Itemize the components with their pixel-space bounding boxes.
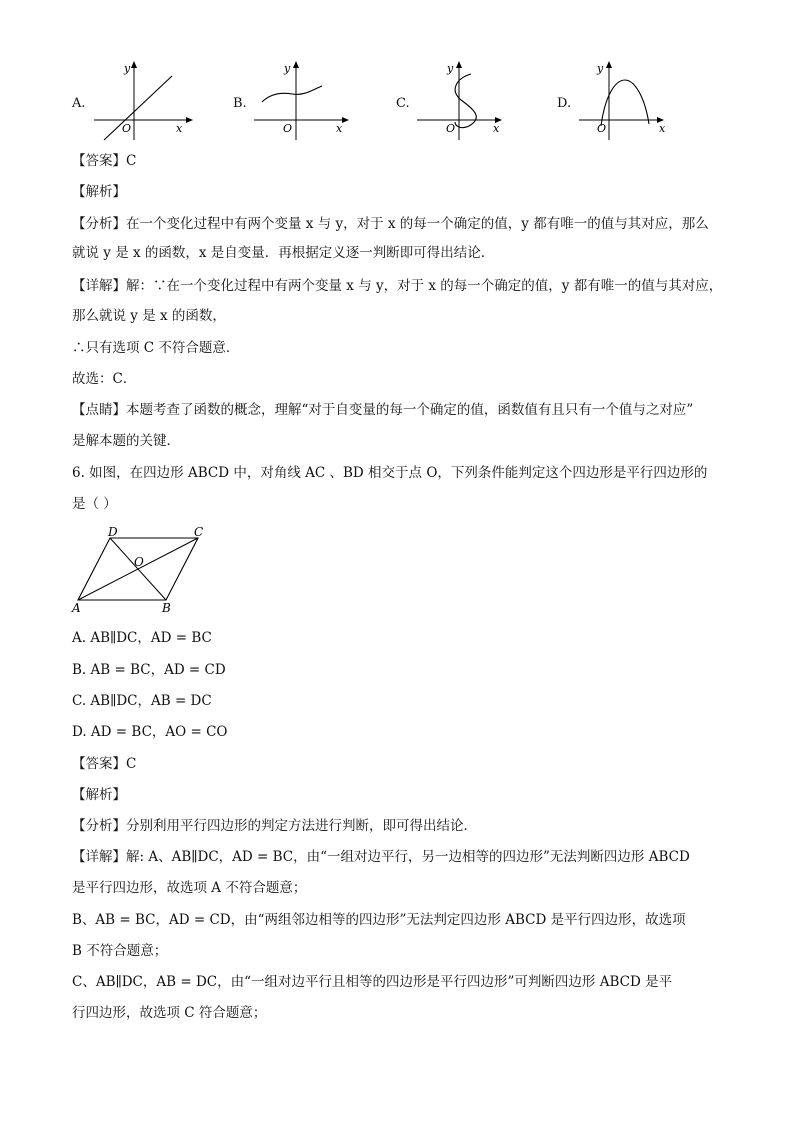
q6-detail-3: B、AB = BC，AD = CD，由“两组邻边相等的四边形”无法判定四边形 ABCD 是平行四边形，故选项 bbox=[72, 912, 686, 928]
x-label: x bbox=[176, 122, 183, 135]
q6-stem-2: 是（ ） bbox=[72, 496, 117, 512]
q5-answer: 【答案】C bbox=[72, 153, 137, 169]
q6-option-d: D. AD = BC，AO = CO bbox=[72, 724, 228, 740]
q6-detail-5: C、AB∥DC，AB = DC，由“一组对边平行且相等的四边形是平行四边形”可判断四边形 ABCD 是平 bbox=[72, 974, 673, 990]
vertex-d: D bbox=[108, 525, 118, 539]
option-b-label: B. bbox=[233, 96, 247, 111]
q5-fenxi: 【分析】在一个变化过程中有两个变量 x 与 y，对于 x 的每一个确定的值，y 都有唯一的值与其对应，那么 bbox=[72, 216, 709, 232]
q6-fenxi: 【分析】分别利用平行四边形的判定方法进行判断，即可得出结论． bbox=[72, 818, 477, 834]
graph-d bbox=[575, 60, 675, 142]
q5-choice: 故选：C． bbox=[72, 371, 137, 387]
q6-answer: 【答案】C bbox=[72, 756, 137, 772]
option-c-label: C. bbox=[396, 96, 410, 111]
q6-parallelogram-figure bbox=[66, 522, 216, 616]
q6-option-b: B. AB = BC，AD = CD bbox=[72, 662, 226, 678]
q6-detail-2: 是平行四边形，故选项 A 不符合题意； bbox=[72, 880, 307, 896]
y-label: y bbox=[284, 62, 291, 75]
x-label: x bbox=[493, 122, 500, 135]
q5-dianjing: 【点睛】本题考查了函数的概念，理解“对于自变量的每一个确定的值，函数值有且只有一个值与之对应” bbox=[72, 402, 694, 418]
origin-label: O bbox=[597, 122, 607, 135]
q6-stem: 6. 如图，在四边形 ABCD 中，对角线 AC 、BD 相交于点 O，下列条件能判定这个四边形是平行四边形的 bbox=[72, 465, 708, 481]
q5-xiangjie: 【详解】解：∵在一个变化过程中有两个变量 x 与 y，对于 x 的每一个确定的值，y 都有唯一的值与其对应， bbox=[72, 278, 723, 294]
graph-c bbox=[413, 60, 508, 142]
graph-b bbox=[250, 60, 355, 142]
vertex-c: C bbox=[194, 525, 204, 539]
q6-detail-6: 行四边形，故选项 C 符合题意； bbox=[72, 1005, 267, 1021]
option-d-label: D. bbox=[557, 96, 572, 111]
q6-detail-1: 【详解】解: A、AB∥DC，AD = BC，由“一组对边平行，另一边相等的四边形”无法判断四边形 ABCD bbox=[72, 849, 690, 865]
origin-label: O bbox=[283, 122, 293, 135]
q5-xiangjie-2: 那么就说 y 是 x 的函数， bbox=[72, 308, 226, 324]
q5-xiangjie-3: ∴只有选项 C 不符合题意． bbox=[72, 340, 240, 356]
q6-analysis-heading: 【解析】 bbox=[72, 787, 126, 803]
point-o: O bbox=[134, 555, 144, 569]
q5-fenxi-2: 就说 y 是 x 的函数，x 是自变量．再根据定义逐一判断即可得出结论． bbox=[72, 245, 495, 261]
q6-option-c: C. AB∥DC，AB = DC bbox=[72, 693, 212, 709]
x-label: x bbox=[659, 122, 666, 135]
y-label: y bbox=[597, 62, 604, 75]
vertex-a: A bbox=[72, 601, 81, 615]
y-label: y bbox=[447, 62, 454, 75]
origin-label: O bbox=[446, 122, 456, 135]
graph-a bbox=[90, 60, 200, 142]
vertex-b: B bbox=[162, 601, 171, 615]
y-label: y bbox=[124, 62, 131, 75]
q5-analysis-heading: 【解析】 bbox=[72, 184, 126, 200]
q6-detail-4: B 不符合题意； bbox=[72, 943, 168, 959]
q6-option-a: A. AB∥DC，AD = BC bbox=[72, 630, 212, 646]
x-label: x bbox=[336, 122, 343, 135]
q5-dianjing-2: 是解本题的关键． bbox=[72, 433, 180, 449]
option-a-label: A. bbox=[72, 96, 86, 111]
origin-label: O bbox=[122, 122, 132, 135]
